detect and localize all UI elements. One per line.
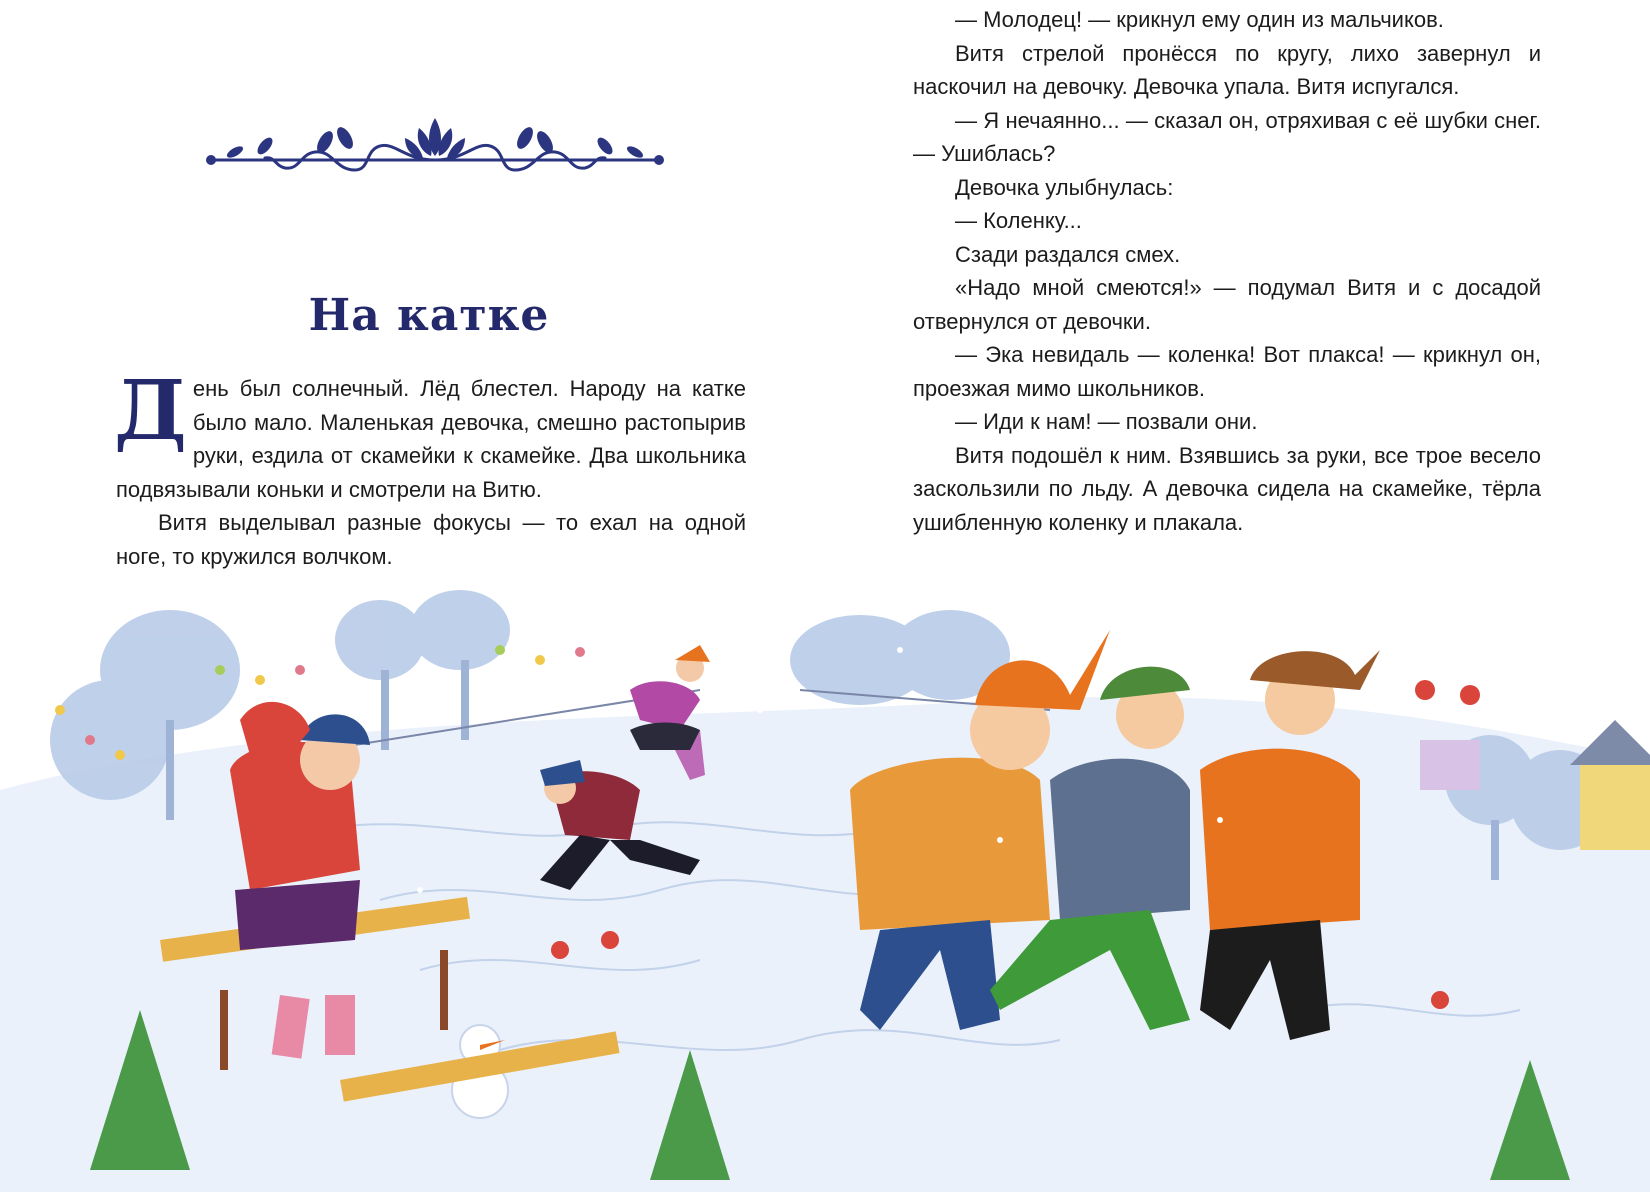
paragraph-text: ень был солнечный. Лёд блестел. Народу на катке было мало. Маленькая девочка, смешно растопырив руки, ездила от скамейки к скамейке. Два школьника подвязывали коньки и смотрели на Витю. [116,376,746,502]
left-text-column [114,363,746,573]
paragraph: — Я нечаянно... — сказал он, отряхивая с её шубки снег. — Ушиблась? [913,107,1541,166]
paragraph: Витя подошёл к ним. Взявшись за руки, все трое весело заскользили по льду. А девочка сидела на скамейке, тёрла ушибленную коленку и плакала. [913,442,1541,535]
first-paragraph [114,363,746,506]
paragraph: — Эка невидаль — коленка! Вот плакса! — крикнул он, проезжая мимо школьников. [913,342,1541,401]
paragraph: Девочка улыбнулась: [955,174,1174,200]
paragraph: Витя стрелой пронёсся по кругу, лихо завернул и наскочил на девочку. Девочка упала. Витя испугался. [913,40,1541,99]
right-text-column [913,3,1541,539]
kids-skating-rink-illustration [0,590,1650,1192]
paragraph: — Иди к нам! — позвали они. [955,409,1258,434]
story-title: На катке [308,290,550,341]
decorative-vignette-icon [205,112,665,192]
paragraph: — Коленку... [955,208,1082,233]
drop-cap-letter: Д [114,363,187,459]
paragraph: — Молодец! — крикнул ему один из мальчиков. [955,7,1444,32]
paragraph: «Надо мной смеются!» — подумал Витя и с досадой отвернулся от девочки. [913,275,1541,334]
paragraph: Витя выделывал разные фокусы — то ехал на одной ноге, то кружился волчком. [116,510,746,569]
paragraph: Сзади раздался смех. [955,241,1181,267]
